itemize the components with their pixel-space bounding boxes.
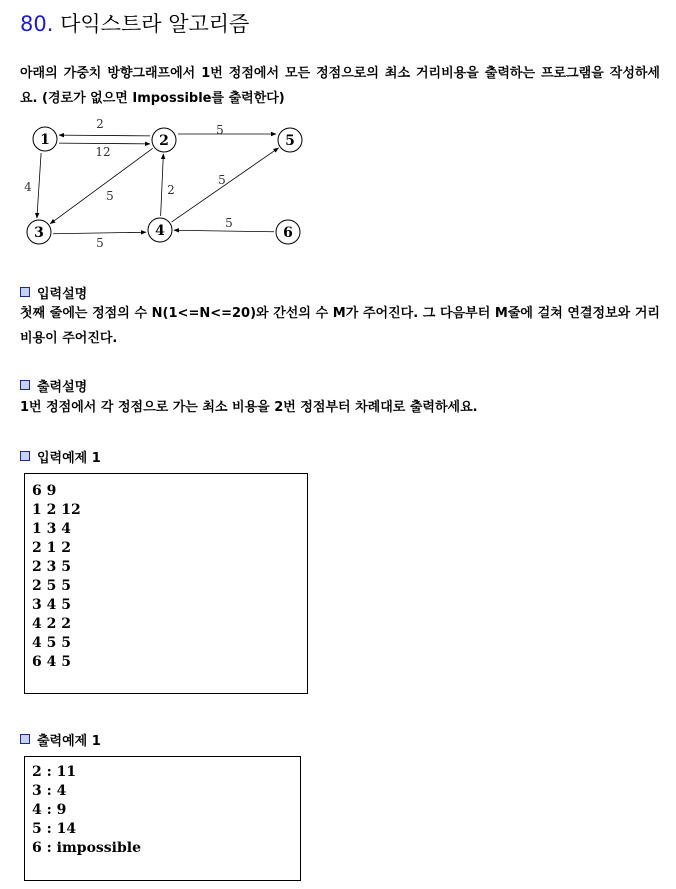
- example-output-heading: 출력예제 1: [20, 730, 101, 749]
- problem-description: 아래의 가중치 방향그래프에서 1번 정점에서 모든 정점으로의 최소 거리비용을 출력하는 프로그램을 작성하세요. (경로가 없으면 Impossible를 출력한다): [20, 66, 660, 106]
- edge-weight-label: 12: [95, 145, 111, 159]
- edge-weight-label: 5: [218, 173, 226, 187]
- edge-1-2: [59, 143, 150, 144]
- page-title: [20, 8, 249, 38]
- weighted-directed-graph: [0, 112, 320, 252]
- edge-weight-label: 4: [24, 180, 32, 194]
- edge-4-2: [161, 154, 164, 216]
- edge-weight-label: 5: [106, 189, 114, 203]
- example-output-line: 2 : 11: [32, 764, 77, 780]
- edge-weight-label: 2: [167, 183, 175, 197]
- edge-weight-label: 2: [96, 117, 104, 131]
- edge-2-3: [50, 148, 152, 223]
- edge-2-1: [59, 135, 150, 136]
- example-output-box: [24, 756, 301, 881]
- example-input-line: 3 4 5: [32, 597, 71, 613]
- graph-node-label: 3: [34, 225, 44, 241]
- example-input-line: 1 3 4: [32, 521, 71, 537]
- example-input-line: 4 2 2: [32, 616, 71, 632]
- example-input-heading: 입력예제 1: [20, 447, 101, 466]
- example-input-line: 1 2 12: [32, 502, 81, 518]
- example-input-line: 2 5 5: [32, 578, 71, 594]
- example-input-line: 2 3 5: [32, 559, 71, 575]
- edge-weight-label: 5: [216, 123, 224, 137]
- example-input-line: 6 4 5: [32, 654, 71, 670]
- edge-weight-label: 5: [96, 236, 104, 250]
- example-input-line: 4 5 5: [32, 635, 71, 651]
- example-output-line: 4 : 9: [32, 802, 67, 818]
- square-bullet-icon: [20, 287, 30, 297]
- example-input-line: 2 1 2: [32, 540, 71, 556]
- output-desc-text: 1번 정점에서 각 정점으로 가는 최소 비용을 2번 정점부터 차례대로 출력하세요.: [20, 400, 478, 415]
- problem-number: 80.: [20, 12, 54, 36]
- input-desc-heading: 입력설명: [20, 283, 87, 302]
- example-output-line: 3 : 4: [32, 783, 67, 799]
- graph-node-label: 5: [285, 133, 295, 149]
- output-desc-heading: 출력설명: [20, 376, 87, 395]
- graph-node-label: 1: [40, 132, 50, 148]
- edge-3-4: [53, 232, 146, 234]
- example-output-line: 6 : impossible: [32, 840, 142, 856]
- square-bullet-icon: [20, 451, 30, 461]
- square-bullet-icon: [20, 380, 30, 390]
- example-output-line: 5 : 14: [32, 821, 77, 837]
- graph-node-label: 4: [155, 223, 165, 239]
- graph-node-label: 6: [283, 225, 293, 241]
- example-input-line: 6 9: [32, 483, 57, 499]
- example-input-box: [24, 473, 308, 694]
- input-desc-text: 첫째 줄에는 정점의 수 N(1<=N<=20)와 간선의 수 M가 주어진다. 그 다음부터 M줄에 걸쳐 연결정보와 거리비용이 주어진다.: [20, 306, 660, 346]
- graph-node-label: 2: [159, 133, 169, 149]
- square-bullet-icon: [20, 734, 30, 744]
- problem-title: 다익스트라 알고리즘: [60, 12, 250, 36]
- edge-1-3: [37, 153, 41, 218]
- edge-weight-label: 5: [225, 216, 233, 230]
- edge-6-4: [174, 230, 274, 232]
